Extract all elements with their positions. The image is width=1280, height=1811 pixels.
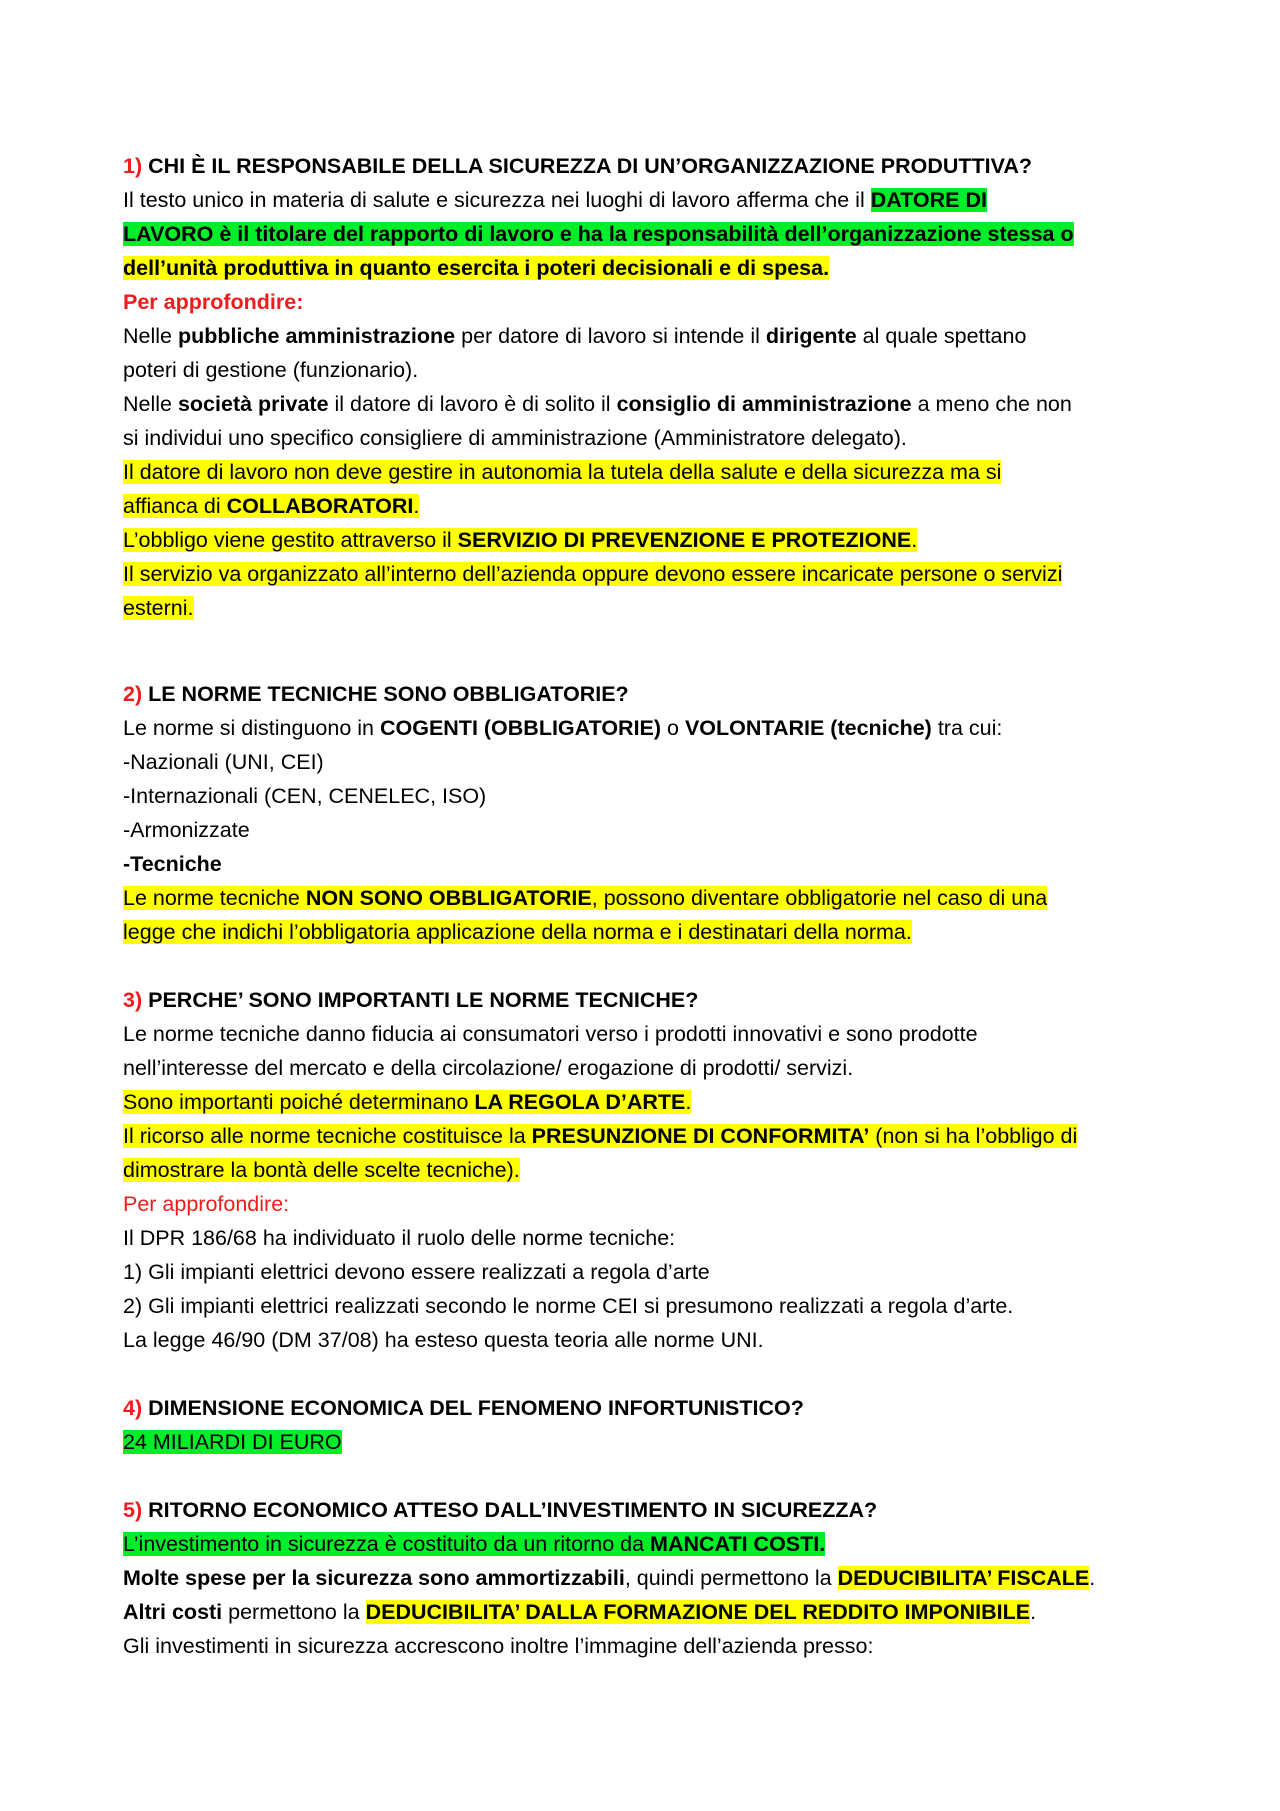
text: a meno che non xyxy=(911,392,1072,416)
paragraph-line xyxy=(123,1527,1183,1561)
paragraph-line xyxy=(123,489,1183,523)
text: Le norme si distinguono in xyxy=(123,716,380,740)
section-heading xyxy=(123,1391,1183,1425)
section-title: RITORNO ECONOMICO ATTESO DALL’INVESTIMENTO IN SICUREZZA? xyxy=(148,1498,878,1522)
text: per datore di lavoro si intende il xyxy=(455,324,766,348)
yellow-highlight xyxy=(123,528,917,552)
section-number: 5) xyxy=(123,1498,143,1522)
bold-text: Altri costi xyxy=(123,1600,223,1624)
text: affianca di xyxy=(123,494,227,518)
section-5 xyxy=(123,1493,1183,1663)
text: (non si ha l’obbligo di xyxy=(869,1124,1078,1148)
yellow-highlight: DEDUCIBILITA’ DALLA FORMAZIONE DEL REDDITO IMPONIBILE xyxy=(365,1600,1031,1624)
list-item: -Tecniche xyxy=(123,852,222,876)
text: . xyxy=(911,528,918,552)
section-number: 2) xyxy=(123,682,143,706)
section-1 xyxy=(123,149,1183,625)
paragraph-line: Gli investimenti in sicurezza accrescono inoltre l’immagine dell’azienda presso: xyxy=(123,1634,874,1658)
paragraph-line xyxy=(123,557,1183,591)
yellow-highlight: esterni. xyxy=(123,596,194,620)
paragraph-line xyxy=(123,1153,1183,1187)
list-item: -Armonizzate xyxy=(123,818,250,842)
text: tra cui: xyxy=(931,716,1003,740)
paragraph-line xyxy=(123,711,1183,745)
section-heading xyxy=(123,1493,1183,1527)
yellow-highlight: dimostrare la bontà delle scelte tecniche). xyxy=(123,1158,520,1182)
bold-text: Molte spese per la sicurezza sono ammortizzabili xyxy=(123,1566,625,1590)
bold-text: VOLONTARIE (tecniche) xyxy=(684,716,932,740)
text: Sono importanti poiché determinano xyxy=(123,1090,475,1114)
deepen-label: Per approfondire: xyxy=(123,1192,290,1216)
paragraph-line: poteri di gestione (funzionario). xyxy=(123,358,419,382)
section-heading xyxy=(123,677,1183,711)
text: , possono diventare obbligatorie nel caso di una xyxy=(591,886,1048,910)
bold-text: LA REGOLA D’ARTE xyxy=(474,1090,686,1114)
section-heading xyxy=(123,149,1183,183)
text: al quale spettano xyxy=(856,324,1027,348)
text: il datore di lavoro è di solito il xyxy=(328,392,617,416)
paragraph-line xyxy=(123,1085,1183,1119)
paragraph-line xyxy=(123,1595,1183,1629)
yellow-highlight: DEDUCIBILITA’ FISCALE xyxy=(837,1566,1090,1590)
paragraph-line xyxy=(123,591,1183,625)
bold-text: COGENTI (OBBLIGATORIE) xyxy=(379,716,662,740)
paragraph-line: Il DPR 186/68 ha individuato il ruolo delle norme tecniche: xyxy=(123,1226,676,1250)
text: L’investimento in sicurezza è costituito da un ritorno da xyxy=(123,1532,651,1556)
paragraph-line xyxy=(123,319,1183,353)
section-heading xyxy=(123,983,1183,1017)
paragraph-line xyxy=(123,217,1183,251)
deepen-label: Per approfondire: xyxy=(123,290,304,314)
text: permettono la xyxy=(222,1600,366,1624)
text: . xyxy=(685,1090,692,1114)
text: . xyxy=(413,494,420,518)
bold-text: PRESUNZIONE DI CONFORMITA’ xyxy=(531,1124,870,1148)
section-number: 1) xyxy=(123,154,143,178)
text: , quindi permettono la xyxy=(624,1566,838,1590)
section-number: 4) xyxy=(123,1396,143,1420)
list-item: -Nazionali (UNI, CEI) xyxy=(123,750,324,774)
section-title: CHI È IL RESPONSABILE DELLA SICUREZZA DI UN’ORGANIZZAZIONE PRODUTTIVA? xyxy=(148,154,1033,178)
paragraph-line xyxy=(123,183,1183,217)
yellow-highlight: Il servizio va organizzato all’interno dell’azienda oppure devono essere incaricate persone o servizi xyxy=(123,562,1063,586)
paragraph-line: Le norme tecniche danno fiducia ai consumatori verso i prodotti innovativi e sono prodotte xyxy=(123,1022,978,1046)
paragraph-line xyxy=(123,1119,1183,1153)
bold-text: SERVIZIO DI PREVENZIONE E PROTEZIONE xyxy=(457,528,912,552)
spacer xyxy=(123,1357,1183,1391)
spacer xyxy=(123,949,1183,983)
text: L’obbligo viene gestito attraverso il xyxy=(123,528,458,552)
text: o xyxy=(661,716,685,740)
paragraph-line: nell’interesse del mercato e della circolazione/ erogazione di prodotti/ servizi. xyxy=(123,1056,854,1080)
list-item: 1) Gli impianti elettrici devono essere realizzati a regola d’arte xyxy=(123,1260,710,1284)
list-item: 2) Gli impianti elettrici realizzati secondo le norme CEI si presumono realizzati a regola d’arte. xyxy=(123,1294,1014,1318)
text: Le norme tecniche xyxy=(123,886,306,910)
spacer xyxy=(123,625,1183,677)
text: Nelle xyxy=(123,324,178,348)
bold-text: consiglio di amministrazione xyxy=(616,392,912,416)
text: . xyxy=(1030,1600,1037,1624)
paragraph-line: si individui uno specifico consigliere di amministrazione (Amministratore delegato). xyxy=(123,426,907,450)
text: Il ricorso alle norme tecniche costituisce la xyxy=(123,1124,532,1148)
paragraph-line xyxy=(123,523,1183,557)
paragraph-line xyxy=(123,1561,1183,1595)
green-highlight: LAVORO è il titolare del rapporto di lavoro e ha la responsabilità dell’organizzazione stessa o xyxy=(123,222,1074,246)
green-highlight: DATORE DI xyxy=(870,188,987,212)
paragraph-line: La legge 46/90 (DM 37/08) ha esteso questa teoria alle norme UNI. xyxy=(123,1328,764,1352)
paragraph-line xyxy=(123,881,1183,915)
yellow-highlight: dell’unità produttiva in quanto esercita i poteri decisionali e di spesa. xyxy=(123,256,830,280)
bold-text: società private xyxy=(177,392,329,416)
section-3 xyxy=(123,983,1183,1357)
green-highlight xyxy=(123,1532,825,1556)
yellow-highlight: legge che indichi l’obbligatoria applicazione della norma e i destinatari della norma. xyxy=(123,920,912,944)
section-title: DIMENSIONE ECONOMICA DEL FENOMENO INFORTUNISTICO? xyxy=(148,1396,804,1420)
document-page xyxy=(123,149,1183,1663)
bold-text: dirigente xyxy=(765,324,857,348)
yellow-highlight xyxy=(123,1124,1077,1148)
section-title: LE NORME TECNICHE SONO OBBLIGATORIE? xyxy=(148,682,629,706)
text: . xyxy=(1089,1566,1096,1590)
bold-text: COLLABORATORI xyxy=(226,494,414,518)
yellow-highlight: Il datore di lavoro non deve gestire in autonomia la tutela della salute e della sicurezza ma si xyxy=(123,460,1002,484)
section-title: PERCHE’ SONO IMPORTANTI LE NORME TECNICHE? xyxy=(148,988,699,1012)
paragraph-line xyxy=(123,251,1183,285)
bold-text: pubbliche amministrazione xyxy=(177,324,456,348)
paragraph-line xyxy=(123,455,1183,489)
paragraph-line xyxy=(123,387,1183,421)
list-item: -Internazionali (CEN, CENELEC, ISO) xyxy=(123,784,487,808)
section-2 xyxy=(123,677,1183,949)
yellow-highlight xyxy=(123,1090,691,1114)
paragraph-line xyxy=(123,1425,1183,1459)
yellow-highlight xyxy=(123,886,1047,910)
green-highlight: 24 MILIARDI DI EURO xyxy=(123,1430,342,1454)
text: Il testo unico in materia di salute e sicurezza nei luoghi di lavoro afferma che il xyxy=(123,188,871,212)
bold-text: MANCATI COSTI. xyxy=(650,1532,826,1556)
paragraph-line xyxy=(123,915,1183,949)
section-number: 3) xyxy=(123,988,143,1012)
text: Nelle xyxy=(123,392,178,416)
bold-text: NON SONO OBBLIGATORIE xyxy=(305,886,592,910)
yellow-highlight xyxy=(123,494,419,518)
spacer xyxy=(123,1459,1183,1493)
section-4 xyxy=(123,1391,1183,1459)
